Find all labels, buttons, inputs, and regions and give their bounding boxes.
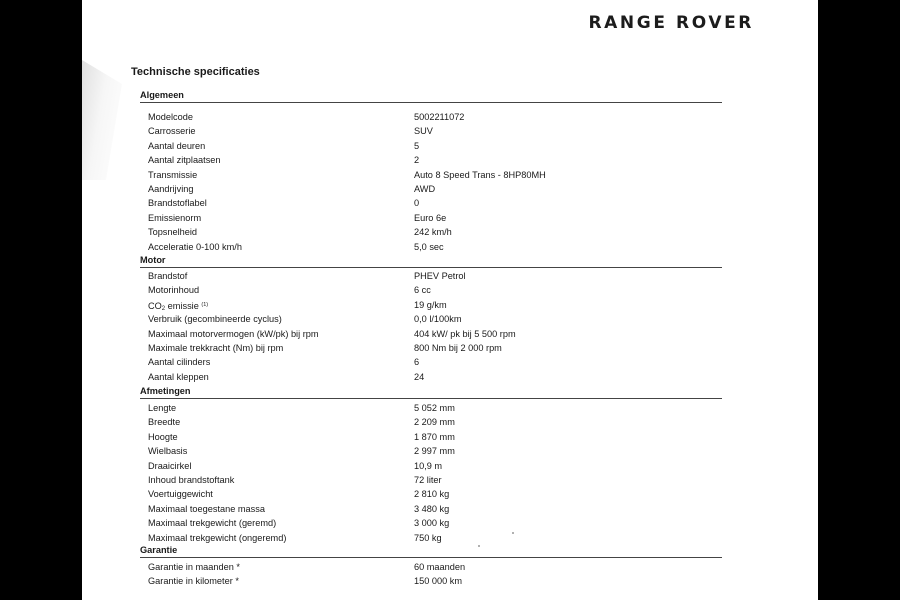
spec-value: 2 997 mm	[414, 446, 455, 457]
spec-row	[140, 341, 722, 355]
spec-label: Garantie in kilometer *	[148, 576, 239, 587]
spec-value: 5	[414, 140, 420, 151]
spec-label: Lengte	[148, 403, 177, 413]
spec-label: Modelcode	[148, 112, 193, 122]
spec-value: 6 cc	[414, 285, 431, 296]
spec-row	[140, 560, 722, 574]
spec-value: 150 000 km	[414, 576, 463, 587]
spec-row	[140, 355, 722, 369]
spec-label: Aantal cilinders	[148, 357, 211, 368]
scan-speck	[478, 545, 480, 547]
spec-value: 5 052 mm	[414, 403, 455, 413]
spec-row	[140, 444, 722, 458]
page-curl	[82, 60, 122, 180]
spec-label: Motorinhoud	[148, 285, 200, 296]
spec-value: 2 209 mm	[414, 417, 455, 428]
spec-label: Voertuiggewicht	[148, 489, 213, 500]
spec-row	[140, 153, 722, 167]
spec-row	[140, 211, 722, 225]
spec-label: Transmissie	[148, 169, 198, 180]
spec-value: 6	[414, 357, 420, 368]
spec-value: 19 g/km	[414, 299, 447, 310]
section-heading: Algemeen	[140, 88, 722, 103]
co2-subscript: 2	[161, 305, 166, 312]
spec-value: 2	[414, 155, 420, 166]
spec-label: Maximaal toegestane massa	[148, 503, 265, 514]
spec-row	[140, 182, 722, 196]
spec-row	[140, 269, 722, 283]
spec-label: Wielbasis	[148, 446, 188, 457]
spec-label: Garantie in maanden *	[148, 562, 240, 572]
spec-value: 0,0 l/100km	[414, 314, 462, 325]
spec-label: Topsnelheid	[148, 227, 198, 238]
spec-value: 5,0 sec	[414, 241, 444, 252]
spec-row	[140, 473, 722, 487]
spec-row	[140, 327, 722, 341]
section-algemeen	[140, 88, 722, 254]
document-page	[82, 0, 818, 600]
spec-label: Draaicirkel	[148, 460, 192, 471]
spec-value: 5002211072	[414, 112, 465, 122]
spec-value: 60 maanden	[414, 562, 466, 572]
co2-text: CO	[148, 300, 162, 311]
spec-value: 3 480 kg	[414, 503, 450, 514]
spec-label: Brandstoflabel	[148, 198, 207, 209]
spec-label: Hoogte	[148, 431, 178, 442]
spec-row	[140, 401, 722, 415]
spec-value: 24	[414, 371, 425, 382]
spec-label: Maximaal trekgewicht (geremd)	[148, 518, 277, 529]
spec-row	[140, 124, 722, 138]
spec-row	[140, 415, 722, 429]
spec-row	[140, 283, 722, 297]
section-heading: Garantie	[140, 543, 722, 558]
spec-value: 3 000 kg	[414, 518, 450, 529]
co2-emission-text: emissie	[165, 300, 202, 311]
spec-label: Brandstof	[148, 271, 188, 281]
spec-label: Aandrijving	[148, 183, 194, 194]
spec-row	[140, 110, 722, 124]
section-heading: Motor	[140, 253, 722, 268]
section-garantie	[140, 543, 722, 589]
spec-label: Carrosserie	[148, 126, 196, 137]
spec-row	[140, 574, 722, 588]
spec-row	[140, 312, 722, 326]
spec-row	[140, 298, 722, 312]
spec-label: Maximaal trekgewicht (ongeremd)	[148, 532, 287, 543]
spec-row	[140, 487, 722, 501]
spec-value: 0	[414, 198, 420, 209]
section-motor	[140, 253, 722, 384]
spec-value: 242 km/h	[414, 227, 452, 238]
section-afmetingen	[140, 384, 722, 545]
footnote-marker: (1)	[201, 301, 209, 308]
spec-label: Breedte	[148, 417, 181, 428]
spec-value: SUV	[414, 126, 433, 137]
spec-label: Verbruik (gecombineerde cyclus)	[148, 314, 282, 325]
spec-row	[140, 459, 722, 473]
spec-row	[140, 430, 722, 444]
spec-row	[140, 502, 722, 516]
spec-row	[140, 516, 722, 530]
spec-value: 2 810 kg	[414, 489, 450, 500]
spec-value: 800 Nm bij 2 000 rpm	[414, 342, 502, 353]
page-title: Technische specificaties	[131, 66, 260, 78]
spec-value: Euro 6e	[414, 212, 447, 223]
spec-label: Acceleratie 0-100 km/h	[148, 241, 242, 252]
section-heading: Afmetingen	[140, 384, 722, 399]
spec-label: Emissienorm	[148, 212, 202, 223]
spec-row	[140, 225, 722, 239]
spec-label: Inhoud brandstoftank	[148, 474, 235, 485]
spec-label: Maximaal motorvermogen (kW/pk) bij rpm	[148, 328, 319, 339]
spec-row	[140, 139, 722, 153]
spec-value: Auto 8 Speed Trans - 8HP80MH	[414, 169, 546, 180]
spec-label: Aantal deuren	[148, 140, 206, 151]
spec-value: AWD	[414, 183, 436, 194]
spec-value: PHEV Petrol	[414, 271, 466, 281]
spec-value: 750 kg	[414, 532, 442, 543]
spec-row	[140, 370, 722, 384]
scan-speck	[512, 532, 514, 534]
brand-logo: RANGE ROVER	[588, 13, 754, 33]
spec-label: Aantal kleppen	[148, 371, 209, 382]
spec-label: Maximale trekkracht (Nm) bij rpm	[148, 342, 284, 353]
spec-value: 72 liter	[414, 474, 442, 485]
spec-row	[140, 240, 722, 254]
spec-row	[140, 196, 722, 210]
spec-label: Aantal zitplaatsen	[148, 155, 221, 166]
spec-row	[140, 168, 722, 182]
spec-value: 404 kW/ pk bij 5 500 rpm	[414, 328, 516, 339]
spec-value: 10,9 m	[414, 460, 443, 471]
spec-value: 1 870 mm	[414, 431, 455, 442]
